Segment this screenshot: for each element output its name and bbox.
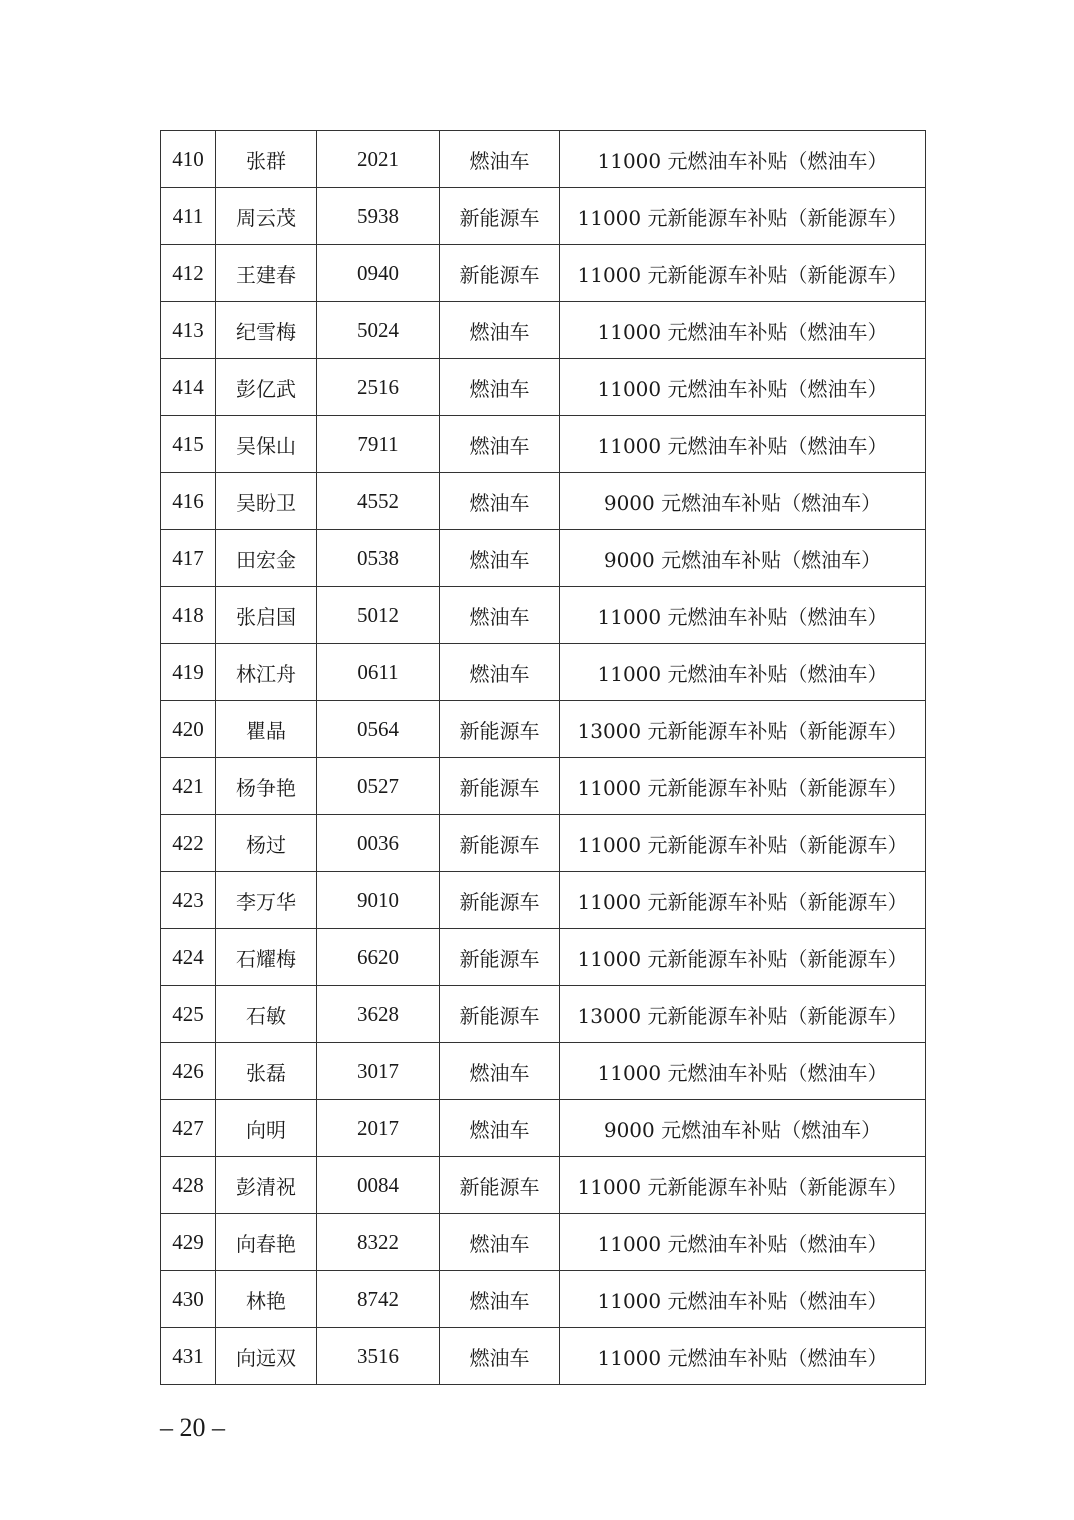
cell-name: 纪雪梅 bbox=[216, 302, 317, 359]
cell-name: 杨过 bbox=[216, 815, 317, 872]
table-row bbox=[161, 131, 926, 188]
cell-vehicle-type: 新能源车 bbox=[440, 758, 560, 815]
cell-name: 张磊 bbox=[216, 1043, 317, 1100]
table-row bbox=[161, 758, 926, 815]
cell-vehicle-type: 燃油车 bbox=[440, 473, 560, 530]
cell-row-number: 417 bbox=[161, 530, 216, 587]
cell-row-number: 413 bbox=[161, 302, 216, 359]
cell-vehicle-type: 燃油车 bbox=[440, 1043, 560, 1100]
cell-name: 李万华 bbox=[216, 872, 317, 929]
cell-vehicle-type: 燃油车 bbox=[440, 302, 560, 359]
cell-subsidy: 11000 元新能源车补贴（新能源车） bbox=[560, 1157, 926, 1214]
cell-subsidy: 11000 元燃油车补贴（燃油车） bbox=[560, 1043, 926, 1100]
table-row bbox=[161, 473, 926, 530]
cell-row-number: 412 bbox=[161, 245, 216, 302]
cell-name: 张群 bbox=[216, 131, 317, 188]
cell-row-number: 430 bbox=[161, 1271, 216, 1328]
cell-code: 8742 bbox=[317, 1271, 440, 1328]
cell-subsidy: 11000 元新能源车补贴（新能源车） bbox=[560, 815, 926, 872]
cell-row-number: 428 bbox=[161, 1157, 216, 1214]
cell-vehicle-type: 新能源车 bbox=[440, 1157, 560, 1214]
cell-row-number: 416 bbox=[161, 473, 216, 530]
cell-name: 向远双 bbox=[216, 1328, 317, 1385]
cell-subsidy: 11000 元燃油车补贴（燃油车） bbox=[560, 587, 926, 644]
cell-code: 5012 bbox=[317, 587, 440, 644]
table-row bbox=[161, 1214, 926, 1271]
cell-code: 3017 bbox=[317, 1043, 440, 1100]
cell-row-number: 425 bbox=[161, 986, 216, 1043]
cell-name: 向明 bbox=[216, 1100, 317, 1157]
cell-row-number: 424 bbox=[161, 929, 216, 986]
cell-code: 0036 bbox=[317, 815, 440, 872]
cell-row-number: 427 bbox=[161, 1100, 216, 1157]
cell-name: 向春艳 bbox=[216, 1214, 317, 1271]
cell-subsidy: 13000 元新能源车补贴（新能源车） bbox=[560, 701, 926, 758]
cell-vehicle-type: 燃油车 bbox=[440, 1214, 560, 1271]
table-row bbox=[161, 644, 926, 701]
cell-code: 2516 bbox=[317, 359, 440, 416]
cell-subsidy: 9000 元燃油车补贴（燃油车） bbox=[560, 530, 926, 587]
cell-row-number: 414 bbox=[161, 359, 216, 416]
cell-code: 6620 bbox=[317, 929, 440, 986]
cell-vehicle-type: 燃油车 bbox=[440, 587, 560, 644]
cell-code: 0611 bbox=[317, 644, 440, 701]
cell-subsidy: 11000 元燃油车补贴（燃油车） bbox=[560, 644, 926, 701]
cell-name: 杨争艳 bbox=[216, 758, 317, 815]
table-row bbox=[161, 986, 926, 1043]
cell-row-number: 421 bbox=[161, 758, 216, 815]
cell-row-number: 429 bbox=[161, 1214, 216, 1271]
cell-code: 3516 bbox=[317, 1328, 440, 1385]
cell-subsidy: 9000 元燃油车补贴（燃油车） bbox=[560, 473, 926, 530]
cell-subsidy: 11000 元新能源车补贴（新能源车） bbox=[560, 872, 926, 929]
cell-name: 林艳 bbox=[216, 1271, 317, 1328]
cell-subsidy: 11000 元新能源车补贴（新能源车） bbox=[560, 929, 926, 986]
table-row bbox=[161, 1043, 926, 1100]
cell-subsidy: 11000 元燃油车补贴（燃油车） bbox=[560, 416, 926, 473]
cell-code: 2017 bbox=[317, 1100, 440, 1157]
cell-vehicle-type: 新能源车 bbox=[440, 815, 560, 872]
cell-subsidy: 11000 元新能源车补贴（新能源车） bbox=[560, 758, 926, 815]
cell-code: 3628 bbox=[317, 986, 440, 1043]
cell-name: 石敏 bbox=[216, 986, 317, 1043]
subsidy-table bbox=[160, 130, 926, 1385]
cell-name: 周云茂 bbox=[216, 188, 317, 245]
cell-vehicle-type: 新能源车 bbox=[440, 188, 560, 245]
cell-name: 吴盼卫 bbox=[216, 473, 317, 530]
cell-vehicle-type: 燃油车 bbox=[440, 530, 560, 587]
cell-code: 0527 bbox=[317, 758, 440, 815]
cell-subsidy: 11000 元燃油车补贴（燃油车） bbox=[560, 1271, 926, 1328]
cell-name: 石耀梅 bbox=[216, 929, 317, 986]
table-row bbox=[161, 929, 926, 986]
table-row bbox=[161, 188, 926, 245]
cell-vehicle-type: 燃油车 bbox=[440, 416, 560, 473]
cell-name: 张启国 bbox=[216, 587, 317, 644]
cell-name: 王建春 bbox=[216, 245, 317, 302]
cell-name: 吴保山 bbox=[216, 416, 317, 473]
table-row bbox=[161, 1100, 926, 1157]
cell-code: 0538 bbox=[317, 530, 440, 587]
cell-row-number: 411 bbox=[161, 188, 216, 245]
cell-code: 0940 bbox=[317, 245, 440, 302]
cell-subsidy: 9000 元燃油车补贴（燃油车） bbox=[560, 1100, 926, 1157]
cell-row-number: 420 bbox=[161, 701, 216, 758]
cell-name: 田宏金 bbox=[216, 530, 317, 587]
table-row bbox=[161, 302, 926, 359]
cell-subsidy: 11000 元新能源车补贴（新能源车） bbox=[560, 245, 926, 302]
cell-vehicle-type: 燃油车 bbox=[440, 1271, 560, 1328]
table-row bbox=[161, 530, 926, 587]
table-row bbox=[161, 1157, 926, 1214]
cell-code: 0564 bbox=[317, 701, 440, 758]
cell-vehicle-type: 燃油车 bbox=[440, 1328, 560, 1385]
cell-name: 彭亿武 bbox=[216, 359, 317, 416]
cell-vehicle-type: 新能源车 bbox=[440, 245, 560, 302]
cell-vehicle-type: 燃油车 bbox=[440, 644, 560, 701]
cell-code: 7911 bbox=[317, 416, 440, 473]
cell-row-number: 426 bbox=[161, 1043, 216, 1100]
table-body bbox=[161, 131, 926, 1385]
cell-row-number: 422 bbox=[161, 815, 216, 872]
cell-subsidy: 13000 元新能源车补贴（新能源车） bbox=[560, 986, 926, 1043]
cell-row-number: 419 bbox=[161, 644, 216, 701]
cell-vehicle-type: 燃油车 bbox=[440, 1100, 560, 1157]
table-row bbox=[161, 1271, 926, 1328]
cell-subsidy: 11000 元燃油车补贴（燃油车） bbox=[560, 359, 926, 416]
cell-code: 0084 bbox=[317, 1157, 440, 1214]
cell-code: 2021 bbox=[317, 131, 440, 188]
table-row bbox=[161, 245, 926, 302]
page-number: – 20 – bbox=[160, 1413, 225, 1442]
cell-vehicle-type: 新能源车 bbox=[440, 872, 560, 929]
cell-row-number: 410 bbox=[161, 131, 216, 188]
cell-vehicle-type: 新能源车 bbox=[440, 701, 560, 758]
cell-vehicle-type: 燃油车 bbox=[440, 359, 560, 416]
table-row bbox=[161, 872, 926, 929]
cell-vehicle-type: 新能源车 bbox=[440, 929, 560, 986]
cell-code: 5024 bbox=[317, 302, 440, 359]
cell-vehicle-type: 新能源车 bbox=[440, 986, 560, 1043]
cell-subsidy: 11000 元新能源车补贴（新能源车） bbox=[560, 188, 926, 245]
table-row bbox=[161, 359, 926, 416]
table-row bbox=[161, 587, 926, 644]
cell-subsidy: 11000 元燃油车补贴（燃油车） bbox=[560, 302, 926, 359]
cell-row-number: 415 bbox=[161, 416, 216, 473]
cell-row-number: 431 bbox=[161, 1328, 216, 1385]
cell-code: 4552 bbox=[317, 473, 440, 530]
cell-row-number: 418 bbox=[161, 587, 216, 644]
table-row bbox=[161, 416, 926, 473]
cell-subsidy: 11000 元燃油车补贴（燃油车） bbox=[560, 1328, 926, 1385]
table-row bbox=[161, 701, 926, 758]
cell-row-number: 423 bbox=[161, 872, 216, 929]
cell-subsidy: 11000 元燃油车补贴（燃油车） bbox=[560, 1214, 926, 1271]
cell-name: 彭清祝 bbox=[216, 1157, 317, 1214]
cell-name: 瞿晶 bbox=[216, 701, 317, 758]
cell-name: 林江舟 bbox=[216, 644, 317, 701]
cell-vehicle-type: 燃油车 bbox=[440, 131, 560, 188]
table-row bbox=[161, 815, 926, 872]
cell-subsidy: 11000 元燃油车补贴（燃油车） bbox=[560, 131, 926, 188]
cell-code: 9010 bbox=[317, 872, 440, 929]
cell-code: 8322 bbox=[317, 1214, 440, 1271]
cell-code: 5938 bbox=[317, 188, 440, 245]
table-row bbox=[161, 1328, 926, 1385]
